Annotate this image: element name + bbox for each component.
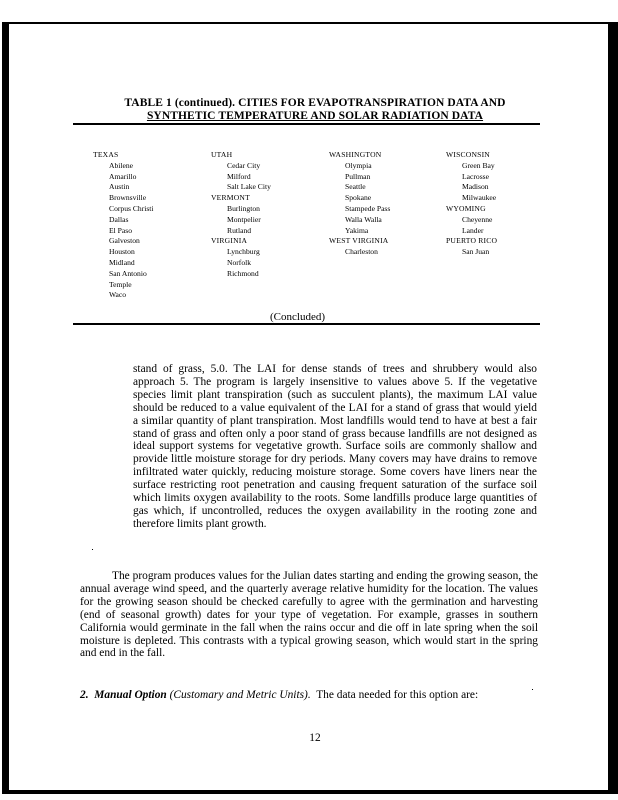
city: Stampede Pass: [345, 203, 391, 213]
state-heading: PUERTO RICO: [446, 236, 498, 246]
city: San Juan: [462, 247, 490, 257]
city: Austin: [109, 182, 130, 192]
city: San Antonio: [109, 268, 147, 278]
city: Lacrosse: [462, 171, 489, 181]
state-heading: WEST VIRGINIA: [329, 236, 389, 246]
city: Lynchburg: [227, 247, 260, 257]
city: Cedar City: [227, 160, 261, 170]
city: Brownsville: [109, 193, 147, 203]
city: Olympia: [345, 160, 372, 170]
city: Dallas: [109, 214, 129, 224]
city: Corpus Christi: [109, 203, 154, 213]
scan-speck: [92, 549, 93, 550]
city: Seattle: [345, 182, 366, 192]
city: Norfolk: [227, 257, 252, 267]
table-title: [80, 97, 550, 123]
city: Salt Lake City: [227, 182, 271, 192]
scan-border-left: [2, 22, 9, 792]
table-title-line-1: TABLE 1 (continued). CITIES FOR EVAPOTRANSPIRATION DATA AND: [124, 97, 506, 109]
city: Burlington: [227, 203, 260, 213]
state-heading: TEXAS: [93, 150, 119, 159]
table-column-2: [211, 150, 271, 280]
city: Waco: [109, 290, 127, 300]
city: Pullman: [345, 171, 371, 181]
city: Galveston: [109, 236, 140, 246]
city: Richmond: [227, 268, 259, 278]
table-column-1: [93, 150, 154, 301]
city: El Paso: [109, 225, 132, 235]
section-text: The data needed for this option are:: [316, 689, 479, 701]
table-column-3: [329, 150, 390, 258]
indented-paragraph: stand of grass, 5.0. The LAI for dense stands of trees and shrubbery would also approach 5. The program is largely insensitive to values above 5. If the vegetative species limit plant transpiration (such as succulent plants), the maximum LAI value should be reduced to a value equivalent of the LAI for a stand of grass that would yield a similar quantity of plant transpiration. Most landfills would tend to have at best a fair stand of grass and often only a poor stand of grass because landfills are not designed as ideal support systems for vegetative growth. Surface soils are commonly shallow and provide little moisture storage for dry periods. Many covers may have drains to remove infiltrated water quickly, reducing moisture storage. Some covers have liners near the surface restricting root penetration and causing frequent saturation of the surface soil which limits oxygen availability to the roots. Some landfills produce large quantities of gas which, if uncontrolled, reduces the oxygen availability in the rooting zone and therefore limits plant growth.: [133, 363, 537, 530]
city: Spokane: [345, 193, 372, 203]
scan-border-bottom: [2, 790, 618, 794]
table-title-line-2: SYNTHETIC TEMPERATURE AND SOLAR RADIATION DATA: [146, 110, 484, 122]
city: Abilene: [109, 160, 134, 170]
city: Montpelier: [227, 214, 261, 224]
city: Madison: [462, 182, 489, 192]
city: Rutland: [227, 225, 252, 235]
city: Milford: [227, 171, 251, 181]
table-bottom-rule: [73, 323, 540, 325]
scan-border-right: [608, 22, 618, 792]
state-heading: WISCONSIN: [446, 150, 490, 159]
city: Milwaukee: [462, 193, 497, 203]
city: Amarillo: [109, 171, 137, 181]
table-column-4: [446, 150, 497, 258]
state-heading: WYOMING: [446, 203, 486, 213]
city: Walla Walla: [345, 214, 382, 224]
city: Yakima: [345, 225, 369, 235]
city: Lander: [462, 225, 484, 235]
city: Cheyenne: [462, 214, 493, 224]
city: Houston: [109, 247, 135, 257]
section-heading: [80, 689, 540, 702]
scan-speck: [532, 689, 533, 690]
section-title: Manual Option: [94, 689, 167, 701]
city: Temple: [109, 279, 132, 289]
state-heading: UTAH: [211, 150, 233, 159]
city: Midland: [109, 257, 135, 267]
table-top-rule: [73, 123, 540, 125]
state-heading: WASHINGTON: [329, 150, 382, 159]
section-number: 2.: [80, 689, 89, 701]
state-heading: VERMONT: [211, 193, 250, 203]
body-paragraph: The program produces values for the Julian dates starting and ending the growing season, the annual average wind speed, and the quarterly average relative humidity for the location. The values for the growing season should be checked carefully to agree with the germination and harvesting (end of seasonal growth) dates for your type of vegetation. For example, grasses in southern California would germinate in the fall when the rains occur and die off in late spring when the soil moisture is depleted. This contrasts with a typical growing season, which would start in the spring and end in the fall.: [80, 570, 538, 660]
state-heading: VIRGINIA: [211, 236, 248, 246]
scan-border-top: [2, 22, 608, 24]
table-concluded-label: (Concluded): [270, 311, 325, 323]
city: Green Bay: [462, 160, 495, 170]
page-number: 12: [309, 732, 321, 744]
city: Charleston: [345, 247, 378, 257]
section-units: (Customary and Metric Units).: [169, 689, 311, 701]
